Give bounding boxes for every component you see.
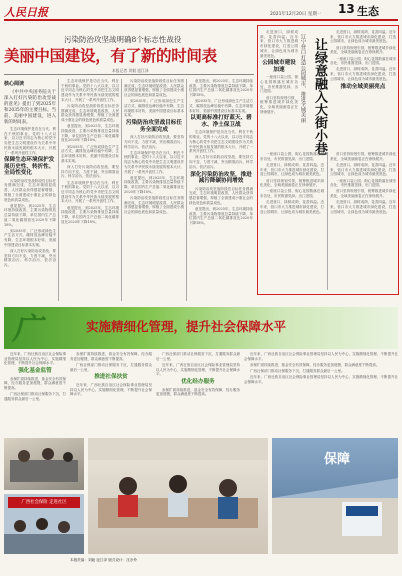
banner-subhead: 推进社保扶贫 (94, 374, 128, 381)
photo-community-illustration (4, 494, 84, 554)
body-paragraph: 近年来，广西壮族自治区社会保险事业管理局坚持以人民为中心，实施精细化管理，不断提升社会保障水平。 (244, 352, 398, 361)
column-rule (186, 79, 187, 301)
column-head: 污染防治攻坚战目标任务全面完成 (126, 120, 182, 133)
box-subhead: 公园城市建设加速 (262, 60, 296, 73)
banner-subhead: 强化基金监管 (18, 368, 52, 375)
section-name: 生态 (357, 5, 379, 18)
body-paragraph: 近年来，广西壮族自治区社会保险事业管理局坚持以人民为中心，实施精细化管理，不断提升社会保障水平。 (4, 352, 66, 366)
photo-community (4, 494, 84, 554)
column-head: 保障生态环境保护发展历史性、转折性、全局性变化 (4, 157, 55, 177)
body-paragraph: 意见提出，到2025年，生态环境持续改善，主要污染物排放总量持续下降，单位国内生产总值二氧化碳排放比2020年下降18%。 (61, 205, 119, 224)
lead-kicker: 污染防治攻坚战明确8个标志性战役 (64, 35, 182, 44)
box-column-1 (260, 30, 298, 150)
box-title: 让绿意融入大街小巷 (312, 38, 327, 155)
body-paragraph: 一座座口袋公园、街心花园散落在城市各处，市民推窗见绿、出门进园。 (260, 75, 298, 94)
body-paragraph: 近年来，广西壮族自治区社会保险事业管理局坚持以人民为中心，实施精细化管理，不断提升社会保障水平。 (156, 362, 240, 377)
body-paragraph: 营口坚持规划引领，统筹推进城乡绿化美化，全域美丽画卷正在徐徐展开。 (260, 95, 298, 114)
body-paragraph: 走进营口，绿树成荫，花香四溢。近年来，营口市大力推进城市绿化建设，打造公园城市，让绿色成为城市最美底色。 (260, 200, 324, 214)
column-head: 以更高标准打好蓝天、碧水、净土保卫战 (190, 115, 252, 128)
body-paragraph: 污染防治攻坚战阶段性目标任务圆满完成，生态环境明显改善，人民群众获得感显著增强，厚植了全面建成小康社会的绿色底色和质量成色。 (189, 186, 253, 205)
masthead-logo: 人民日报 (4, 6, 48, 19)
body-paragraph: 走进营口，绿树成荫，花香四溢。近年来，营口市大力推进城市绿化建设，打造公园城市，让绿色成为城市最美底色。 (260, 30, 298, 58)
body-paragraph: 营口坚持规划引领，统筹推进城乡绿化美化，全域美丽画卷正在徐徐展开。 (330, 189, 396, 199)
lead-column-2 (61, 79, 119, 301)
body-paragraph: 到2035年，广泛形成绿色生产生活方式，碳排放达峰后稳中有降，生态环境根本好转，美丽中国建设目标基本实现。 (61, 144, 119, 163)
building-sign-text: 保障 (324, 452, 351, 467)
body-paragraph: 广西社保部门推动社保服务下沉，打通服务群众最后一公里。 (70, 362, 152, 372)
body-paragraph: 生态环境保护是功在当代、利在千秋的事业。党的十八大以来，以习近平同志为核心的党中央把生态文明建设作为关系中华民族永续发展的根本大计，开展了一系列开创性工作。 (124, 150, 184, 174)
body-paragraph: 到2035年，广泛形成绿色生产生活方式，碳排放达峰后稳中有降，生态环境根本好转，美丽中国建设目标基本实现。 (4, 228, 56, 247)
column-rule (58, 79, 59, 301)
header-rule (4, 19, 398, 21)
body-paragraph: 广西社保部门推动社保服务下沉，打通服务群众最后一公里。 (4, 392, 66, 401)
box-subtitle: 辽宁营口打造公园城市，推进全域美丽 (300, 34, 306, 123)
body-paragraph: 污染防治攻坚战阶段性目标任务圆满完成，生态环境明显改善，人民群众获得感显著增强，厚植了全面建成小康社会的绿色底色和质量成色。 (124, 196, 184, 215)
body-paragraph: 意见提出，到2025年，生态环境持续改善，主要污染物排放总量持续下降，单位国内生产总值二氧化碳排放比2020年下降18%。 (4, 203, 56, 227)
body-paragraph: 意见提出，到2025年，生态环境持续改善，主要污染物排放总量持续下降，单位国内生产总值二氧化碳排放比2020年下降18%。 (189, 79, 253, 98)
column-rule (121, 79, 122, 301)
body-paragraph: 意见提出，到2025年，生态环境持续改善，主要污染物排放总量持续下降，单位国内生产总值二氧化碳排放比2020年下降18%。 (124, 175, 184, 194)
body-paragraph: 一座座口袋公园、街心花园散落在城市各处，市民推窗见绿、出门进园。 (260, 152, 324, 161)
body-paragraph: 污染防治攻坚战阶段性目标任务圆满完成，生态环境明显改善，人民群众获得感显著增强，厚植了全面建成小康社会的绿色底色和质量成色。 (124, 79, 184, 98)
photo-service-hall (88, 438, 268, 554)
divider (4, 74, 254, 75)
body-paragraph: 生态环境保护是功在当代、利在千秋的事业。党的十八大以来，以习近平同志为核心的党中央把生态文明建设作为关系中华民族永续发展的根本大计，开展了一系列开创性工作。 (189, 130, 253, 154)
body-paragraph: 走进营口，绿树成荫，花香四溢。近年来，营口市大力推进城市绿化建设，打造公园城市，让绿色成为城市最美底色。 (260, 162, 324, 177)
body-paragraph: 生态环境保护是功在当代、利在千秋的事业。党的十八大以来，以习近平同志为核心的党中央把生态文明建设作为关系中华民族永续发展的根本大计，开展了一系列开创性工作。 (61, 180, 119, 204)
page-footer: 本版责编：刘毅 寇江泽 版式设计：沈亦伶 (70, 558, 137, 562)
photo-office-illustration (4, 438, 84, 490)
body-paragraph: 污染防治攻坚战阶段性目标任务圆满完成，生态环境明显改善，人民群众获得感显著增强，厚植了全面建成小康社会的绿色底色和质量成色。 (4, 178, 56, 202)
photo-service-hall-illustration (88, 438, 268, 554)
body-paragraph: 参保扩面持续推进，基金安全有效保障，经办服务更加便捷，群众满意度不断提高。 (250, 362, 380, 367)
body-paragraph: 到2035年，广泛形成绿色生产生活方式，碳排放达峰后稳中有降，生态环境根本好转，美丽中国建设目标基本实现。 (189, 99, 253, 113)
banner-title: 实施精细化管理，提升社会保障水平 (86, 319, 287, 334)
body-paragraph: 生态环境保护是功在当代、利在千秋的事业。党的十八大以来，以习近平同志为核心的党中央把生态文明建设作为关系中华民族永续发展的根本大计，开展了一系列开创性工作。 (4, 127, 56, 155)
banner-column-2 (70, 352, 152, 434)
body-paragraph: 营口坚持规划引领，统筹推进城乡绿化美化，全域美丽画卷正在徐徐展开。 (330, 45, 396, 55)
banner-column-4 (244, 352, 398, 434)
body-paragraph: 生态环境保护是功在当代、利在千秋的事业。党的十八大以来，以习近平同志为核心的党中央把生态文明建设作为关系中华民族永续发展的根本大计，开展了一系列开创性工作。 (61, 79, 119, 102)
lead-column-3 (124, 79, 184, 301)
body-paragraph: 走进营口，绿树成荫，花香四溢。近年来，营口市大力推进城市绿化建设，打造公园城市，让绿色成为城市最美底色。 (330, 30, 396, 44)
body-paragraph: 深入打好污染防治攻坚战，要坚持方向不变、力度不减，突出精准治污、科学治污、依法治污。 (124, 135, 184, 149)
body-paragraph: 污染防治攻坚战阶段性目标任务圆满完成，生态环境明显改善，人民群众获得感显著增强，厚植了全面建成小康社会的绿色底色和质量成色。 (61, 104, 119, 123)
body-paragraph: 走进营口，绿树成荫，花香四溢。近年来，营口市大力推进城市绿化建设，打造公园城市，让绿色成为城市最美底色。 (330, 67, 396, 81)
body-paragraph: 走进营口，绿树成荫，花香四溢。近年来，营口市大力推进城市绿化建设，打造公园城市，让绿色成为城市最美底色。 (330, 162, 396, 177)
body-paragraph: 一座座口袋公园、街心花园散落在城市各处，市民推窗见绿、出门进园。 (330, 56, 396, 66)
banner-subhead: 优化经办服务 (181, 379, 215, 386)
box-column-3 (330, 30, 396, 150)
body-paragraph: 到2035年，广泛形成绿色生产生活方式，碳排放达峰后稳中有降，生态环境根本好转，美丽中国建设目标基本实现。 (124, 99, 184, 118)
body-paragraph: 营口坚持规划引领，统筹推进城乡绿化美化，全域美丽画卷正在徐徐展开。 (330, 152, 396, 161)
lead-column-4 (189, 79, 253, 301)
box-column-4 (260, 152, 324, 292)
body-paragraph: 一座座口袋公园、街心花园散落在城市各处，市民推窗见绿、出门进园。 (260, 189, 324, 199)
body-paragraph: 近年来，广西壮族自治区社会保险事业管理局坚持以人民为中心，实施精细化管理，不断提升社会保障水平。 (70, 382, 152, 397)
photo-building (272, 438, 398, 554)
banner-column-3 (156, 352, 240, 434)
photo-office (4, 438, 84, 490)
body-paragraph: 深入打好污染防治攻坚战，要坚持方向不变、力度不减，突出精准治污、科学治污、依法治污。 (4, 249, 56, 268)
intro-text: 《中共中央国务院关于深入打好污染防治攻坚战的意见》提出了到2025年和2035年的主要目标。当前，美丽中国建设，进入新的时间表。 (4, 89, 56, 125)
body-paragraph: 深入打好污染防治攻坚战，要坚持方向不变、力度不减，突出精准治污、科学治污、依法治污。 (189, 155, 253, 169)
lead-column-1 (4, 79, 56, 301)
box-column-5 (330, 152, 396, 292)
body-paragraph: 走进营口，绿树成荫，花香四溢。近年来，营口市大力推进城市绿化建设，打造公园城市，让绿色成为城市最美底色。 (330, 200, 396, 214)
lead-byline: 本报记者 刘毅 寇江泽 (112, 68, 149, 73)
intro-head: 核心阅读 (4, 81, 25, 87)
column-rule (327, 152, 328, 290)
body-paragraph: 深入打好污染防治攻坚战，要坚持方向不变、力度不减，突出精准治污、科学治污、依法治污。 (61, 164, 119, 179)
body-paragraph: 参保扩面持续推进，基金安全有效保障，经办服务更加便捷，群众满意度不断提高。 (156, 387, 240, 397)
issue-date: 2021年12月20日 星期一 (270, 12, 322, 17)
body-paragraph: 参保扩面持续推进，基金安全有效保障，经办服务更加便捷，群众满意度不断提高。 (70, 352, 152, 361)
photo-caption-sign: 广西社会保险 走进社区 (8, 497, 80, 508)
body-paragraph: 营口坚持规划引领，统筹推进城乡绿化美化，全域美丽画卷正在徐徐展开。 (260, 178, 324, 188)
body-paragraph: 近年来，广西壮族自治区社会保险事业管理局坚持以人民为中心，实施精细化管理，不断提升社会保障水平。 (244, 375, 398, 385)
body-paragraph: 意见提出，到2025年，生态环境持续改善，主要污染物排放总量持续下降，单位国内生产总值二氧化碳排放比2020年下降18%。 (189, 206, 253, 225)
banner-column-1 (4, 352, 66, 434)
body-paragraph: 参保扩面持续推进，基金安全有效保障，经办服务更加便捷，群众满意度不断提高。 (4, 376, 66, 391)
body-paragraph: 一座座口袋公园、街心花园散落在城市各处，市民推窗见绿、出门进园。 (330, 178, 396, 188)
page-number: 13 (338, 2, 355, 16)
box-subhead: 推动全域美丽亮点 (340, 83, 386, 90)
lead-headline: 美丽中国建设，有了新的时间表 (4, 47, 217, 65)
body-paragraph: 广西社保部门推动社保服务下沉，打通服务群众最后一公里。 (156, 352, 240, 361)
banner-logo-letter: 广 (12, 312, 42, 347)
body-paragraph: 意见提出，到2025年，生态环境持续改善，主要污染物排放总量持续下降，单位国内生产总值二氧化碳排放比2020年下降18%。 (61, 124, 119, 143)
column-head: 深化污染防治攻坚，推进减污降碳协同增效 (190, 171, 252, 185)
body-paragraph: 广西社保部门推动社保服务下沉，打通服务群众最后一公里。 (250, 369, 345, 374)
